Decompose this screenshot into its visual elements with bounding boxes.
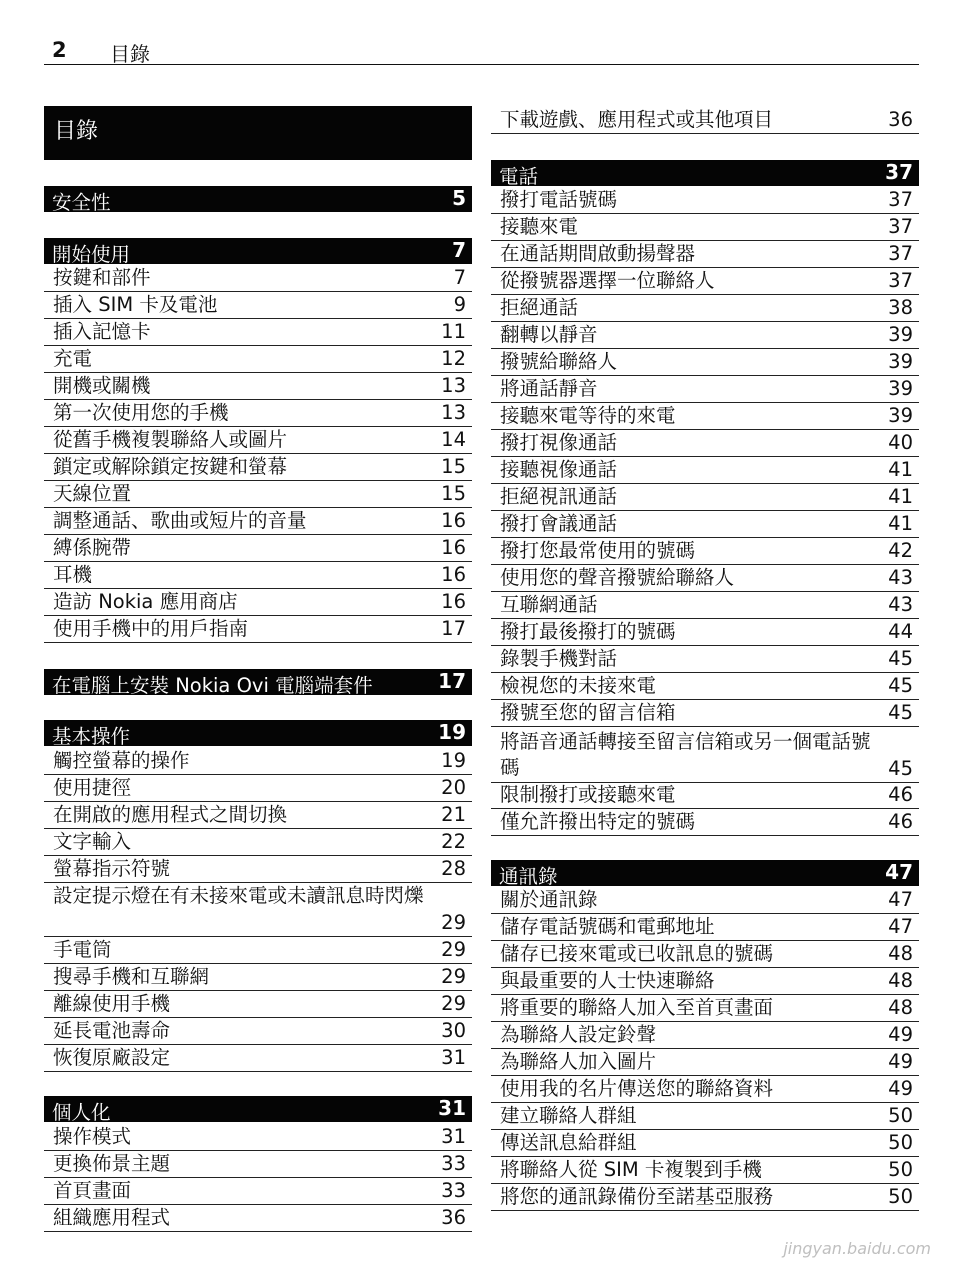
entry-title: 首頁畫面	[53, 1179, 132, 1202]
page-reference: 30	[441, 1019, 466, 1042]
page-reference: 12	[441, 347, 466, 370]
page-reference: 13	[441, 401, 466, 424]
toc-entry	[491, 294, 919, 322]
section-title: 開始使用	[52, 243, 131, 266]
page-reference: 46	[888, 810, 913, 833]
entry-title: 更換佈景主題	[53, 1152, 171, 1175]
entry-title: 建立聯絡人群組	[500, 1104, 637, 1127]
page-reference: 11	[441, 320, 466, 343]
page-reference: 43	[888, 566, 913, 589]
entry-title: 開機或關機	[53, 374, 151, 397]
entry-title: 撥號至您的留言信箱	[500, 701, 676, 724]
entry-title: 從撥號器選擇一位聯絡人	[500, 269, 715, 292]
toc-entry	[44, 1204, 472, 1232]
toc-entry	[491, 456, 919, 484]
section-title: 電話	[499, 165, 539, 188]
entry-title: 使用您的聲音撥號給聯絡人	[500, 566, 735, 589]
toc-entry	[44, 774, 472, 802]
page-reference: 19	[438, 720, 466, 744]
entry-title: 操作模式	[53, 1125, 132, 1148]
watermark: jingyan.baidu.com	[783, 1239, 931, 1258]
toc-entry	[44, 883, 472, 937]
page-reference: 48	[888, 996, 913, 1019]
page-reference: 36	[888, 108, 913, 131]
page-reference: 31	[441, 1125, 466, 1148]
page-header	[44, 38, 919, 65]
page-reference: 49	[888, 1050, 913, 1073]
entry-title: 接聽視像通話	[500, 458, 618, 481]
toc-entry	[44, 345, 472, 373]
page-reference: 41	[888, 458, 913, 481]
entry-title: 充電	[53, 347, 93, 370]
entry-title: 撥打會議通話	[500, 512, 618, 535]
entry-title: 天線位置	[53, 482, 132, 505]
toc-entry	[491, 1156, 919, 1184]
page-reference: 39	[888, 377, 913, 400]
page-reference: 7	[453, 266, 466, 289]
toc-entry	[491, 510, 919, 538]
entry-title: 第一次使用您的手機	[53, 401, 229, 424]
entry-title: 撥號給聯絡人	[500, 350, 618, 373]
entry-title: 將語音通話轉接至留言信箱或另一個電話號碼	[500, 730, 871, 779]
page-reference: 50	[888, 1158, 913, 1181]
page-reference: 48	[888, 942, 913, 965]
page-reference: 15	[441, 455, 466, 478]
page-reference: 31	[438, 1096, 466, 1120]
toc-entry	[491, 537, 919, 565]
page-reference: 37	[888, 269, 913, 292]
header-title: 目錄	[110, 42, 150, 66]
page-reference: 20	[441, 776, 466, 799]
toc-entry	[491, 781, 919, 809]
toc-section-header	[44, 1096, 472, 1122]
toc-entry	[44, 426, 472, 454]
entry-title: 按鍵和部件	[53, 266, 151, 289]
page-reference: 7	[452, 238, 466, 262]
toc-entry	[491, 106, 919, 134]
toc-entry	[44, 291, 472, 319]
page-reference: 15	[441, 482, 466, 505]
toc-entry	[44, 1150, 472, 1178]
page-reference: 17	[441, 617, 466, 640]
toc-entry	[491, 1075, 919, 1103]
entry-title: 僅允許撥出特定的號碼	[500, 810, 696, 833]
page-reference: 38	[888, 296, 913, 319]
page-reference: 40	[888, 431, 913, 454]
page-reference: 33	[441, 1179, 466, 1202]
entry-title: 造訪 Nokia 應用商店	[53, 590, 238, 613]
toc-entry	[491, 940, 919, 968]
toc-section-header	[491, 860, 919, 886]
toc-entry	[44, 480, 472, 508]
section-title: 個人化	[52, 1101, 111, 1124]
page-reference: 22	[441, 830, 466, 853]
page-reference: 47	[885, 860, 913, 884]
page-reference: 14	[441, 428, 466, 451]
page-reference: 50	[888, 1104, 913, 1127]
entry-title: 撥打視像通話	[500, 431, 618, 454]
page-reference: 13	[441, 374, 466, 397]
entry-title: 使用手機中的用戶指南	[53, 617, 249, 640]
toc-entry	[491, 564, 919, 592]
page-reference: 16	[441, 563, 466, 586]
toc-entry	[44, 1123, 472, 1151]
entry-title: 儲存已接來電或已收訊息的號碼	[500, 942, 774, 965]
toc-entry	[491, 321, 919, 349]
entry-title: 將通話靜音	[500, 377, 598, 400]
toc-entry	[44, 615, 472, 643]
page-reference: 19	[441, 749, 466, 772]
page-reference: 45	[888, 674, 913, 697]
page-reference: 29	[441, 938, 466, 961]
page-reference: 31	[441, 1046, 466, 1069]
toc-entry	[491, 886, 919, 914]
entry-title: 使用捷徑	[53, 776, 132, 799]
entry-title: 將聯絡人從 SIM 卡複製到手機	[500, 1158, 762, 1181]
entry-title: 接聽來電	[500, 215, 579, 238]
toc-entry	[44, 1177, 472, 1205]
toc-entry	[44, 372, 472, 400]
entry-title: 在開啟的應用程式之間切換	[53, 803, 288, 826]
entry-title: 為聯絡人設定鈴聲	[500, 1023, 657, 1046]
page-reference: 37	[888, 242, 913, 265]
entry-title: 與最重要的人士快速聯絡	[500, 969, 715, 992]
entry-title: 鎖定或解除鎖定按鍵和螢幕	[53, 455, 288, 478]
toc-entry	[491, 1129, 919, 1157]
toc-entry	[491, 808, 919, 836]
toc-entry	[491, 240, 919, 268]
entry-title: 儲存電話號碼和電郵地址	[500, 915, 715, 938]
toc-entry	[44, 507, 472, 535]
entry-title: 插入記憶卡	[53, 320, 151, 343]
page-reference: 46	[888, 783, 913, 806]
entry-title: 撥打電話號碼	[500, 188, 618, 211]
entry-title: 離線使用手機	[53, 992, 171, 1015]
toc-section-header	[44, 669, 472, 695]
page-reference: 50	[888, 1131, 913, 1154]
toc-entry	[491, 1021, 919, 1049]
toc-entry	[491, 645, 919, 673]
toc-section-header	[44, 238, 472, 264]
toc-section-header	[44, 186, 472, 212]
toc-entry	[44, 1044, 472, 1072]
entry-title: 螢幕指示符號	[53, 857, 171, 880]
entry-title: 翻轉以靜音	[500, 323, 598, 346]
toc-entry	[491, 213, 919, 241]
toc-entry	[44, 1017, 472, 1045]
page-reference: 39	[888, 404, 913, 427]
toc-entry	[44, 963, 472, 991]
entry-title: 關於通訊錄	[500, 888, 598, 911]
toc-entry	[491, 591, 919, 619]
entry-title: 互聯網通話	[500, 593, 598, 616]
toc-entry	[491, 967, 919, 995]
toc-entry	[491, 1048, 919, 1076]
toc-entry	[491, 994, 919, 1022]
entry-title: 在通話期間啟動揚聲器	[500, 242, 696, 265]
page-reference: 49	[888, 1077, 913, 1100]
toc-entry	[491, 186, 919, 214]
entry-title: 拒絕視訊通話	[500, 485, 618, 508]
section-title: 通訊錄	[499, 865, 558, 888]
entry-title: 恢復原廠設定	[53, 1046, 171, 1069]
page-reference: 37	[888, 188, 913, 211]
toc-entry	[491, 699, 919, 727]
toc-entry	[44, 588, 472, 616]
page-reference: 42	[888, 539, 913, 562]
page-reference: 48	[888, 969, 913, 992]
page-reference: 16	[441, 509, 466, 532]
entry-title: 檢視您的未接來電	[500, 674, 657, 697]
toc-entry	[491, 1183, 919, 1211]
page-reference: 39	[888, 350, 913, 373]
page-reference: 49	[888, 1023, 913, 1046]
toc-section-header	[491, 160, 919, 186]
toc-entry	[491, 672, 919, 700]
page-reference: 16	[441, 536, 466, 559]
page-reference: 5	[452, 186, 466, 210]
page-reference: 16	[441, 590, 466, 613]
page-reference: 45	[888, 647, 913, 670]
page-reference: 29	[441, 992, 466, 1015]
entry-title: 使用我的名片傳送您的聯絡資料	[500, 1077, 774, 1100]
entry-title: 撥打您最常使用的號碼	[500, 539, 696, 562]
page-reference: 43	[888, 593, 913, 616]
entry-title: 手電筒	[53, 938, 112, 961]
section-title: 安全性	[52, 191, 111, 214]
toc-entry	[44, 264, 472, 292]
toc-entry	[44, 747, 472, 775]
toc-entry	[491, 375, 919, 403]
entry-title: 撥打最後撥打的號碼	[500, 620, 676, 643]
toc-entry	[44, 990, 472, 1018]
entry-title: 觸控螢幕的操作	[53, 749, 190, 772]
page-reference: 37	[888, 215, 913, 238]
page-reference: 21	[441, 803, 466, 826]
page-reference: 41	[888, 512, 913, 535]
page-reference: 45	[888, 701, 913, 724]
toc-entry	[44, 936, 472, 964]
entry-title: 接聽來電等待的來電	[500, 404, 676, 427]
section-title: 在電腦上安裝 Nokia Ovi 電腦端套件	[52, 674, 373, 697]
page-number: 2	[52, 38, 67, 62]
page-reference: 36	[441, 1206, 466, 1229]
entry-title: 將您的通訊錄備份至諾基亞服務	[500, 1185, 774, 1208]
toc-entry	[44, 855, 472, 883]
page-reference: 37	[885, 160, 913, 184]
page-reference: 29	[441, 965, 466, 988]
toc-entry	[491, 913, 919, 941]
toc-entry	[44, 453, 472, 481]
toc-entry	[44, 399, 472, 427]
entry-title: 設定提示燈在有未接來電或未讀訊息時閃爍	[53, 884, 424, 907]
entry-title: 拒絕通話	[500, 296, 579, 319]
toc-entry	[491, 1102, 919, 1130]
page-reference: 29	[441, 911, 466, 934]
toc-main-title: 目錄	[44, 106, 472, 160]
entry-title: 搜尋手機和互聯網	[53, 965, 210, 988]
toc-entry	[44, 801, 472, 829]
entry-title: 傳送訊息給群組	[500, 1131, 637, 1154]
toc-section-header	[44, 720, 472, 746]
page-reference: 28	[441, 857, 466, 880]
page-reference: 41	[888, 485, 913, 508]
section-title: 基本操作	[52, 725, 131, 748]
toc-entry	[491, 729, 919, 783]
entry-title: 組織應用程式	[53, 1206, 171, 1229]
page-reference: 17	[438, 669, 466, 693]
page-reference: 33	[441, 1152, 466, 1175]
toc-entry	[491, 429, 919, 457]
entry-title: 調整通話、歌曲或短片的音量	[53, 509, 307, 532]
entry-title: 為聯絡人加入圖片	[500, 1050, 657, 1073]
page-reference: 47	[888, 888, 913, 911]
toc-entry	[491, 402, 919, 430]
entry-title: 文字輸入	[53, 830, 132, 853]
toc-entry	[491, 267, 919, 295]
page-reference: 47	[888, 915, 913, 938]
toc-entry	[44, 561, 472, 589]
entry-title: 限制撥打或接聽來電	[500, 783, 676, 806]
toc-entry	[491, 348, 919, 376]
page-reference: 44	[888, 620, 913, 643]
toc-entry	[491, 618, 919, 646]
entry-title: 插入 SIM 卡及電池	[53, 293, 218, 316]
page-reference: 9	[453, 293, 466, 316]
entry-title: 錄製手機對話	[500, 647, 618, 670]
page-reference: 50	[888, 1185, 913, 1208]
entry-title: 縛係腕帶	[53, 536, 132, 559]
page-reference: 45	[888, 757, 913, 780]
entry-title: 從舊手機複製聯絡人或圖片	[53, 428, 288, 451]
entry-title: 下載遊戲、應用程式或其他項目	[500, 108, 774, 131]
toc-entry	[491, 483, 919, 511]
toc-entry	[44, 318, 472, 346]
entry-title: 延長電池壽命	[53, 1019, 171, 1042]
page-reference: 39	[888, 323, 913, 346]
toc-entry	[44, 534, 472, 562]
toc-entry	[44, 828, 472, 856]
entry-title: 將重要的聯絡人加入至首頁畫面	[500, 996, 774, 1019]
entry-title: 耳機	[53, 563, 93, 586]
